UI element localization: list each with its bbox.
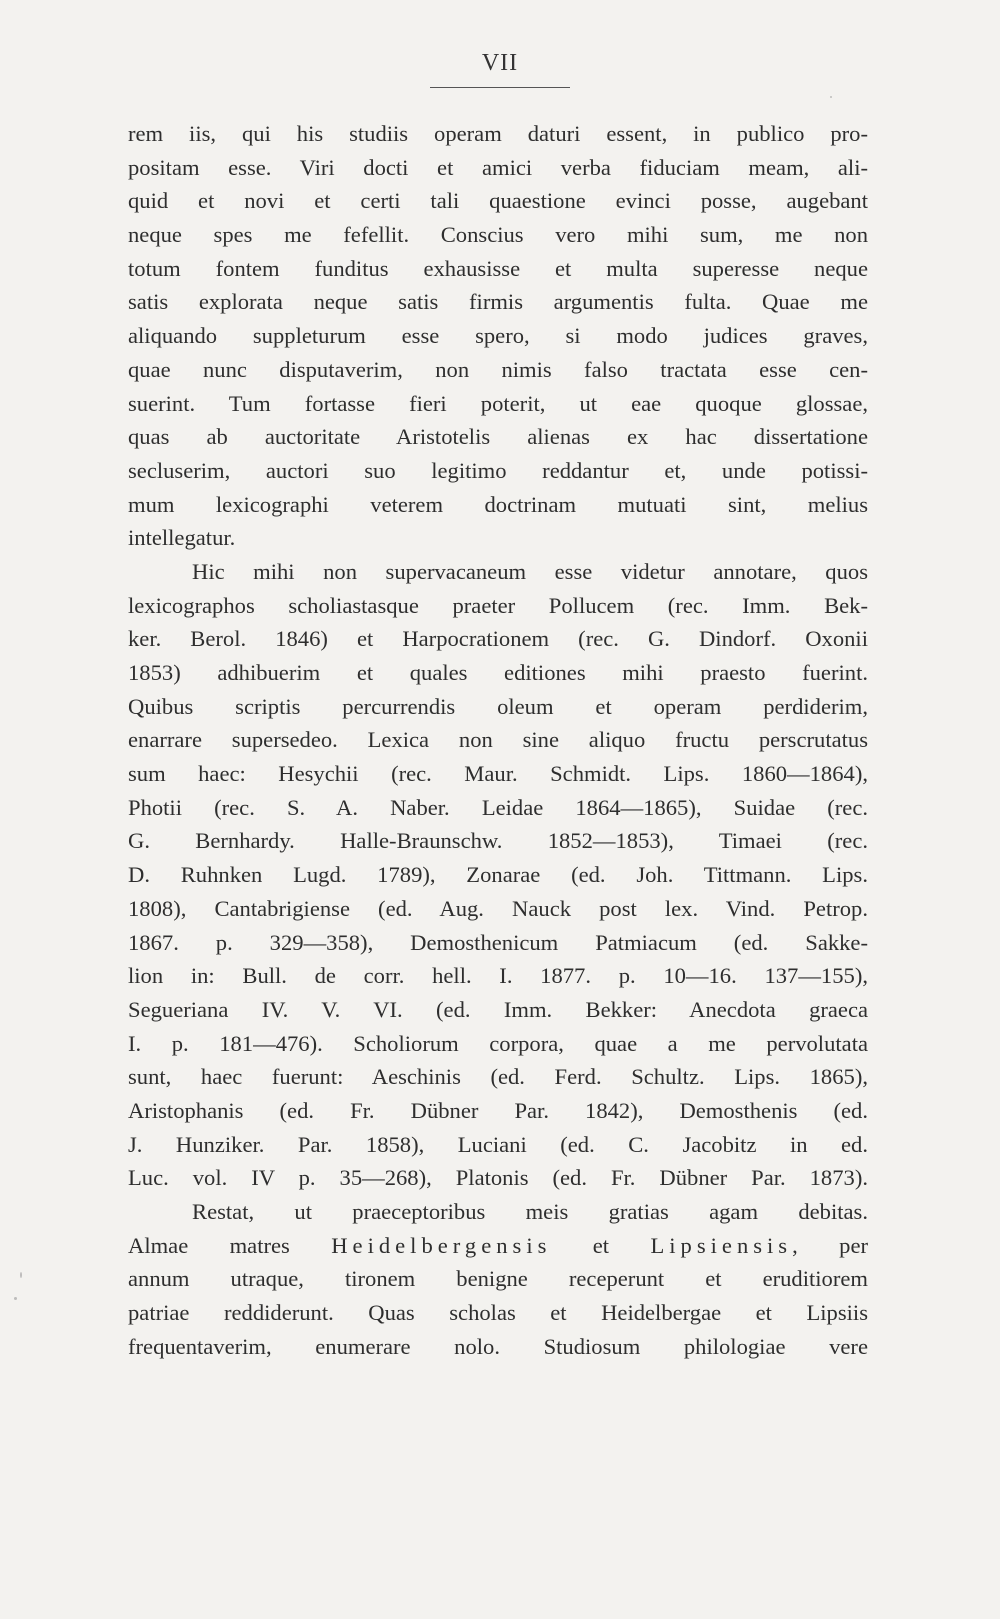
text-line: 1853) adhibuerim et quales editiones mihi praesto fuerint.: [128, 660, 868, 685]
text-line: D. Ruhnken Lugd. 1789), Zonarae (ed. Joh. Tittmann. Lips.: [128, 862, 868, 888]
text-line: annum utraque, tironem benigne receperunt et eruditiorem: [128, 1266, 868, 1292]
text-line: rem iis, qui his studiis operam daturi essent, in publico pro-: [128, 121, 868, 146]
text-line: totum fontem funditus exhausisse et multa superesse neque: [128, 255, 868, 281]
text-line: Segueriana IV. V. VI. (ed. Imm. Bekker: Anecdota graeca: [128, 996, 868, 1022]
text-line: frequentaverim, enumerare nolo. Studiosum philologiae vere: [128, 1333, 868, 1359]
paper-speck: [14, 1297, 17, 1300]
text-line: sum haec: Hesychii (rec. Maur. Schmidt. Lips. 1860—1864),: [128, 761, 868, 787]
text-line: 1867. p. 329—358), Demosthenicum Patmiacum (ed. Sakke-: [128, 929, 868, 955]
text-line: secluserim, auctori suo legitimo reddantur et, unde potissi-: [128, 457, 868, 483]
page-number: VII: [481, 50, 519, 76]
text-line: quid et novi et certi tali quaestione evinci posse, augebant: [128, 188, 868, 214]
header-rule: [430, 87, 570, 88]
text-line: ker. Berol. 1846) et Harpocrationem (rec. G. Dindorf. Oxonii: [128, 626, 868, 652]
text-line: mum lexicographi veterem doctrinam mutuati sint, melius: [128, 491, 868, 517]
text-fragment: , per: [792, 1232, 868, 1258]
text-line: Restat, ut praeceptoribus meis gratias agam debitas.: [192, 1199, 868, 1224]
spaced-name-lipsiensis: Lipsiensis: [650, 1232, 793, 1258]
text-line: [128, 1229, 868, 1263]
text-line: I. p. 181—476). Scholiorum corpora, quae a me pervolutata: [128, 1030, 868, 1056]
text-line: quae nunc disputaverim, non nimis falso tractata esse cen-: [128, 356, 868, 382]
text-line: neque spes me fefellit. Conscius vero mihi sum, me non: [128, 222, 868, 248]
body-text: [128, 117, 868, 1363]
text-line: sunt, haec fuerunt: Aeschinis (ed. Ferd. Schultz. Lips. 1865),: [128, 1064, 868, 1090]
text-line: positam esse. Viri docti et amici verba fiduciam meam, ali-: [128, 154, 868, 180]
text-line: quas ab auctoritate Aristotelis alienas ex hac dissertatione: [128, 424, 868, 450]
text-line: J. Hunziker. Par. 1858), Luciani (ed. C. Jacobitz in ed.: [128, 1131, 868, 1157]
text-line: aliquando suppleturum esse spero, si modo judices graves,: [128, 323, 868, 349]
text-line: lion in: Bull. de corr. hell. I. 1877. p. 10—16. 137—155),: [128, 963, 868, 989]
text-line: 1808), Cantabrigiense (ed. Aug. Nauck post lex. Vind. Petrop.: [128, 895, 868, 921]
text-fragment: Almae matres: [128, 1232, 332, 1258]
text-fragment: et: [551, 1232, 651, 1258]
paper-speck: [20, 1272, 22, 1278]
text-line: satis explorata neque satis firmis argumentis fulta. Quae me: [128, 289, 868, 315]
spaced-name-heidelbergensis: Heidelbergensis: [331, 1232, 552, 1258]
text-line: intellegatur.: [128, 525, 236, 551]
text-line: Luc. vol. IV p. 35—268), Platonis (ed. Fr. Dübner Par. 1873).: [128, 1165, 868, 1191]
text-line: patriae reddiderunt. Quas scholas et Heidelbergae et Lipsiis: [128, 1300, 868, 1326]
text-line: G. Bernhardy. Halle-Braunschw. 1852—1853), Timaei (rec.: [128, 828, 868, 854]
paper-speck: [830, 96, 832, 98]
text-line: suerint. Tum fortasse fieri poterit, ut eae quoque glossae,: [128, 390, 868, 416]
text-line: Quibus scriptis percurrendis oleum et operam perdiderim,: [128, 693, 868, 719]
text-line: Aristophanis (ed. Fr. Dübner Par. 1842), Demosthenis (ed.: [128, 1097, 868, 1123]
text-line: Hic mihi non supervacaneum esse videtur annotare, quos: [192, 558, 868, 584]
text-line: lexicographos scholiastasque praeter Pollucem (rec. Imm. Bek-: [128, 592, 868, 618]
text-line: enarrare supersedeo. Lexica non sine aliquo fructu perscrutatus: [128, 727, 868, 753]
text-line: Photii (rec. S. A. Naber. Leidae 1864—1865), Suidae (rec.: [128, 794, 868, 820]
